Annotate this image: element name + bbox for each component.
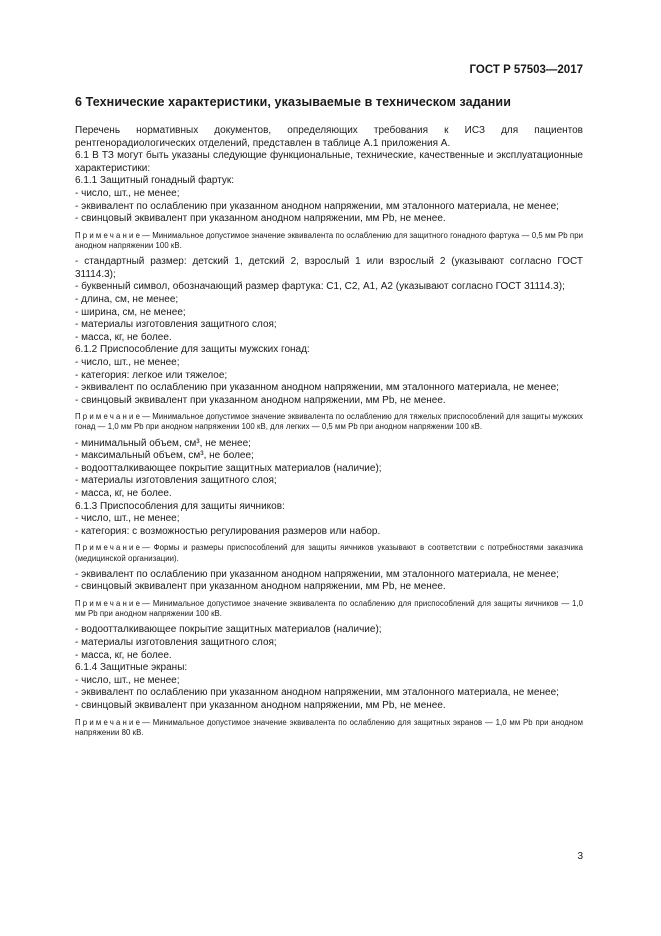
page-number: 3 [577, 851, 583, 862]
note-text: — Минимальное допустимое значение эквивалента по ослаблению для тяжелых приспособлений для защиты мужских гонад — 1,0 мм Pb при анодном напряжении 100 кВ, для легких — 0,5 мм Pb при анодном напряжении 100 кВ. [75, 412, 583, 432]
body-paragraph: 6.1.2 Приспособление для защиты мужских гонад: [75, 344, 310, 356]
body-paragraph: - свинцовый эквивалент при указанном анодном напряжении, мм Pb, не менее. [75, 394, 446, 406]
note-paragraph [75, 231, 583, 251]
body-paragraph: - число, шт., не менее; [75, 187, 180, 199]
note-label: Примечание [75, 412, 143, 422]
body-paragraph: - масса, кг, не более. [75, 331, 172, 343]
note-paragraph [75, 599, 583, 619]
body-paragraph: 6.1.1 Защитный гонадный фартук: [75, 175, 235, 187]
note-paragraph [75, 412, 583, 432]
section-title: 6 Технические характеристики, указываемые в техническом задании [75, 95, 511, 109]
note-paragraph [75, 718, 583, 738]
note-label: Примечание [75, 599, 143, 609]
body-paragraph: - эквивалент по ослаблению при указанном анодном напряжении, мм эталонного материала, не менее; [75, 568, 559, 580]
note-paragraph [75, 543, 583, 563]
body-paragraph: - масса, кг, не более. [75, 488, 172, 500]
document-code: ГОСТ Р 57503—2017 [469, 64, 583, 76]
body-paragraph: - стандартный размер: детский 1, детский 2, взрослый 1 или взрослый 2 (указывают согласно ГОСТ 31114.3); [75, 256, 583, 280]
body-paragraph: - свинцовый эквивалент при указанном анодном напряжении, мм Pb, не менее. [75, 581, 446, 593]
body-paragraph: - материалы изготовления защитного слоя; [75, 637, 277, 649]
body-paragraph: - эквивалент по ослаблению при указанном анодном напряжении, мм эталонного материала, не менее; [75, 382, 559, 394]
note-text: — Формы и размеры приспособлений для защиты яичников указывают в соответствии с потребностями заказчика (медицинской организации). [75, 543, 583, 563]
document-body [75, 125, 583, 743]
body-paragraph: Перечень нормативных документов, определяющих требования к ИСЗ для пациентов рентгенорадиологических отделений, представлен в таблице А.1 приложения А. [75, 125, 583, 149]
body-paragraph: - масса, кг, не более. [75, 649, 172, 661]
body-paragraph: - материалы изготовления защитного слоя; [75, 319, 277, 331]
note-text: — Минимальное допустимое значение эквивалента по ослаблению для приспособлений для защиты яичников — 1,0 мм Pb при анодном напряжении 100 кВ. [75, 599, 583, 619]
body-paragraph: 6.1.3 Приспособления для защиты яичников: [75, 500, 285, 512]
note-label: Примечание [75, 717, 143, 727]
body-paragraph: 6.1 В ТЗ могут быть указаны следующие функциональные, технические, качественные и эксплуатационные характеристики: [75, 150, 583, 174]
body-paragraph: - водоотталкивающее покрытие защитных материалов (наличие); [75, 624, 382, 636]
body-paragraph: - длина, см, не менее; [75, 293, 179, 305]
body-paragraph: - категория: легкое или тяжелое; [75, 369, 228, 381]
body-paragraph: - максимальный объем, см³, не более; [75, 450, 254, 462]
body-paragraph: - водоотталкивающее покрытие защитных материалов (наличие); [75, 462, 382, 474]
note-label: Примечание [75, 230, 143, 240]
body-paragraph: - свинцовый эквивалент при указанном анодном напряжении, мм Pb, не менее. [75, 700, 446, 711]
body-paragraph: - буквенный символ, обозначающий размер фартука: С1, С2, А1, А2 (указывают согласно ГОСТ 31114.3); [75, 281, 565, 293]
body-paragraph: - минимальный объем, см³, не менее; [75, 437, 251, 449]
body-paragraph: - эквивалент по ослаблению при указанном анодном напряжении, мм эталонного материала, не менее; [75, 687, 559, 699]
body-paragraph: - материалы изготовления защитного слоя; [75, 475, 277, 487]
note-text: — Минимальное допустимое значение эквивалента по ослаблению для защитного гонадного фартука — 0,5 мм Pb при анодном напряжении 100 кВ. [75, 230, 583, 250]
body-paragraph: 6.1.4 Защитные экраны: [75, 662, 188, 674]
body-paragraph: - эквивалент по ослаблению при указанном анодном напряжении, мм эталонного материала, не менее; [75, 200, 559, 212]
body-paragraph: - число, шт., не менее; [75, 513, 180, 525]
body-paragraph: - число, шт., не менее; [75, 674, 180, 686]
note-label: Примечание [75, 543, 143, 553]
body-paragraph: - свинцовый эквивалент при указанном анодном напряжении, мм Pb, не менее. [75, 213, 446, 225]
note-text: — Минимальное допустимое значение эквивалента по ослаблению для защитных экранов — 1,0 мм Pb при анодном напряжении 80 кВ. [75, 717, 583, 737]
body-paragraph: - число, шт., не менее; [75, 356, 180, 368]
body-paragraph: - ширина, см, не менее; [75, 306, 186, 318]
body-paragraph: - категория: с возможностью регулирования размеров или набор. [75, 525, 381, 537]
